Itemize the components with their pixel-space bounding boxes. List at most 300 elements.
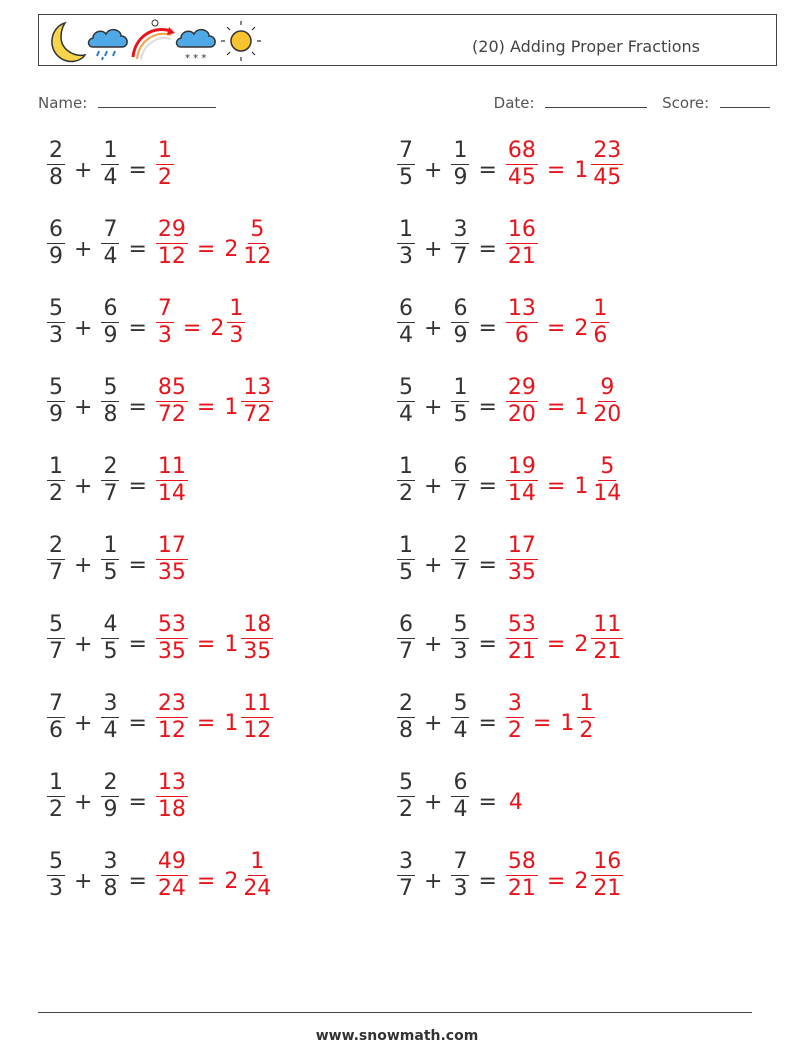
numerator: 1: [593, 296, 608, 321]
mixed-whole: 2: [210, 316, 225, 341]
numerator: 5: [49, 849, 63, 874]
score-label: Score:: [662, 94, 710, 112]
answer-fraction: [506, 535, 538, 584]
date-score-fields: [494, 93, 770, 112]
mixed-fraction: [591, 614, 623, 663]
numerator: 11: [593, 612, 622, 637]
crescent-moon-icon: [52, 23, 85, 61]
addend-fraction: [101, 140, 119, 189]
equals-sign: =: [128, 158, 147, 183]
mixed-whole: 2: [224, 237, 239, 262]
answer-fraction: [156, 772, 188, 821]
numerator: 19: [507, 454, 536, 479]
denominator: 12: [157, 718, 186, 743]
addend-fraction: [101, 298, 119, 347]
equals-sign: =: [196, 869, 216, 894]
plus-sign: +: [424, 474, 443, 499]
numerator: 1: [579, 691, 594, 716]
denominator: 3: [453, 876, 468, 901]
addend-fraction: [101, 377, 119, 426]
numerator: 1: [399, 217, 413, 242]
numerator: 2: [49, 138, 63, 163]
problem-row: [44, 614, 404, 693]
denominator: 12: [157, 244, 186, 269]
denominator: 7: [399, 876, 413, 901]
denominator: 2: [399, 481, 413, 506]
addend-fraction: [101, 535, 119, 584]
denominator: 4: [103, 718, 118, 743]
mixed-whole: 1: [574, 474, 589, 499]
addend-fraction: [451, 851, 469, 900]
problem-row: [394, 693, 754, 772]
denominator: 24: [157, 876, 186, 901]
numerator: 6: [103, 296, 118, 321]
mixed-fraction: [241, 219, 273, 268]
denominator: 2: [157, 165, 172, 190]
denominator: 4: [103, 165, 118, 190]
svg-text:* * *: * * *: [185, 53, 207, 64]
denominator: 35: [157, 639, 186, 664]
denominator: 4: [453, 797, 468, 822]
denominator: 3: [157, 323, 172, 348]
name-field[interactable]: [38, 93, 216, 112]
denominator: 7: [399, 639, 413, 664]
mixed-fraction: [591, 140, 623, 189]
numerator: 4: [103, 612, 118, 637]
addend-fraction: [101, 851, 119, 900]
denominator: 21: [507, 244, 536, 269]
numerator: 7: [453, 849, 468, 874]
numerator: 2: [103, 770, 118, 795]
addend-fraction: [451, 614, 469, 663]
mixed-whole: 2: [574, 869, 589, 894]
addend-fraction: [397, 140, 415, 189]
equals-sign: =: [196, 632, 216, 657]
problem-row: [44, 219, 404, 298]
numerator: 16: [507, 217, 536, 242]
numerator: 1: [229, 296, 244, 321]
equals-sign: =: [546, 632, 566, 657]
denominator: 6: [514, 323, 529, 348]
addend-fraction: [47, 456, 65, 505]
numerator: 7: [399, 138, 413, 163]
numerator: 17: [157, 533, 186, 558]
mixed-number: [221, 851, 276, 900]
plus-sign: +: [74, 316, 93, 341]
mixed-fraction: [577, 693, 595, 742]
denominator: 9: [49, 402, 63, 427]
denominator: 4: [453, 718, 468, 743]
addend-fraction: [47, 298, 65, 347]
numerator: 2: [399, 691, 413, 716]
answer-fraction: [156, 140, 174, 189]
equals-sign: =: [128, 553, 147, 578]
numerator: 3: [103, 849, 118, 874]
problem-row: [394, 456, 754, 535]
addend-fraction: [397, 298, 415, 347]
numerator: 23: [157, 691, 186, 716]
numerator: 1: [49, 454, 63, 479]
answer-fraction: [156, 456, 188, 505]
problem-row: [44, 851, 404, 930]
mixed-number: [571, 851, 626, 900]
mixed-number: [221, 693, 276, 742]
plus-sign: +: [424, 553, 443, 578]
addend-fraction: [397, 219, 415, 268]
numerator: 13: [243, 375, 272, 400]
addend-fraction: [47, 772, 65, 821]
mixed-fraction: [241, 693, 273, 742]
denominator: 14: [157, 481, 186, 506]
rain-cloud-icon: [89, 30, 128, 60]
denominator: 9: [103, 323, 118, 348]
equals-sign: =: [478, 158, 497, 183]
problem-row: [394, 298, 754, 377]
mixed-number: [221, 614, 276, 663]
denominator: 20: [593, 402, 622, 427]
answer-fraction: [156, 851, 188, 900]
equals-sign: =: [182, 316, 202, 341]
numerator: 5: [600, 454, 615, 479]
denominator: 21: [593, 639, 622, 664]
numerator: 29: [157, 217, 186, 242]
addend-fraction: [47, 535, 65, 584]
numerator: 53: [507, 612, 536, 637]
footer-url: www.snowmath.com: [315, 1028, 479, 1044]
problem-row: [44, 377, 404, 456]
equals-sign: =: [128, 237, 147, 262]
addend-fraction: [397, 851, 415, 900]
equals-sign: =: [478, 790, 497, 815]
denominator: 9: [453, 323, 468, 348]
equals-sign: =: [546, 395, 566, 420]
mixed-number: [207, 298, 248, 347]
mixed-whole: 2: [224, 869, 239, 894]
denominator: 5: [103, 560, 118, 585]
plus-sign: +: [74, 553, 93, 578]
denominator: 5: [399, 165, 413, 190]
mixed-whole: 2: [574, 632, 589, 657]
numerator: 5: [399, 375, 413, 400]
equals-sign: =: [478, 711, 497, 736]
problem-row: [44, 772, 404, 851]
equals-sign: =: [128, 316, 147, 341]
denominator: 8: [49, 165, 63, 190]
denominator: 14: [507, 481, 536, 506]
equals-sign: =: [546, 158, 566, 183]
date-line[interactable]: [545, 93, 647, 108]
date-label: Date:: [493, 94, 535, 112]
mixed-number: [221, 219, 276, 268]
addend-fraction: [451, 377, 469, 426]
denominator: 2: [507, 718, 522, 743]
denominator: 3: [229, 323, 244, 348]
denominator: 9: [103, 797, 118, 822]
denominator: 45: [593, 165, 622, 190]
numerator: 1: [250, 849, 265, 874]
denominator: 7: [49, 639, 63, 664]
equals-sign: =: [546, 316, 566, 341]
denominator: 12: [243, 718, 272, 743]
denominator: 3: [49, 876, 63, 901]
numerator: 5: [103, 375, 118, 400]
denominator: 7: [103, 481, 118, 506]
addend-fraction: [451, 693, 469, 742]
addend-fraction: [451, 298, 469, 347]
mixed-fraction: [591, 377, 623, 426]
numerator: 9: [600, 375, 615, 400]
equals-sign: =: [546, 474, 566, 499]
numerator: 13: [157, 770, 186, 795]
problem-row: [44, 140, 404, 219]
plus-sign: +: [424, 790, 443, 815]
numerator: 1: [399, 533, 413, 558]
equals-sign: =: [546, 869, 566, 894]
addend-fraction: [397, 535, 415, 584]
mixed-fraction: [227, 298, 245, 347]
mixed-fraction: [591, 851, 623, 900]
problem-column-left: [44, 140, 404, 930]
problem-row: [394, 535, 754, 614]
problem-row: [394, 851, 754, 930]
numerator: 6: [399, 612, 413, 637]
denominator: 7: [453, 560, 468, 585]
numerator: 5: [49, 296, 63, 321]
denominator: 2: [49, 481, 63, 506]
sun-icon: [221, 21, 261, 61]
denominator: 9: [453, 165, 468, 190]
plus-sign: +: [74, 237, 93, 262]
addend-fraction: [451, 140, 469, 189]
equals-sign: =: [128, 869, 147, 894]
equals-sign: =: [478, 395, 497, 420]
denominator: 3: [453, 639, 468, 664]
numerator: 11: [157, 454, 186, 479]
equals-sign: =: [478, 632, 497, 657]
equals-sign: =: [196, 711, 216, 736]
denominator: 2: [579, 718, 594, 743]
addend-fraction: [397, 772, 415, 821]
footer-divider: [38, 1012, 752, 1013]
numerator: 5: [399, 770, 413, 795]
worksheet-title: (20) Adding Proper Fractions: [472, 37, 700, 56]
name-line[interactable]: [98, 93, 216, 108]
numerator: 5: [453, 691, 468, 716]
plus-sign: +: [424, 632, 443, 657]
denominator: 9: [49, 244, 63, 269]
mixed-fraction: [241, 614, 273, 663]
numerator: 58: [507, 849, 536, 874]
numerator: 85: [157, 375, 186, 400]
addend-fraction: [397, 377, 415, 426]
problem-column-right: [394, 140, 754, 930]
denominator: 21: [507, 876, 536, 901]
answer-fraction: [506, 298, 538, 347]
problem-row: [394, 219, 754, 298]
numerator: 7: [103, 217, 118, 242]
numerator: 1: [49, 770, 63, 795]
plus-sign: +: [74, 474, 93, 499]
mixed-fraction: [591, 298, 609, 347]
denominator: 72: [157, 402, 186, 427]
mixed-whole: 1: [224, 632, 239, 657]
numerator: 23: [593, 138, 622, 163]
equals-sign: =: [478, 869, 497, 894]
mixed-fraction: [241, 377, 273, 426]
numerator: 6: [453, 770, 468, 795]
equals-sign: =: [128, 790, 147, 815]
plus-sign: +: [424, 237, 443, 262]
mixed-number: [571, 456, 626, 505]
numerator: 5: [49, 612, 63, 637]
mixed-whole: 1: [574, 158, 589, 183]
numerator: 49: [157, 849, 186, 874]
equals-sign: =: [478, 316, 497, 341]
equals-sign: =: [128, 395, 147, 420]
denominator: 21: [507, 639, 536, 664]
denominator: 21: [593, 876, 622, 901]
numerator: 1: [157, 138, 172, 163]
snow-cloud-icon: [177, 30, 216, 64]
equals-sign: =: [478, 553, 497, 578]
numerator: 18: [243, 612, 272, 637]
problem-row: [394, 772, 754, 851]
denominator: 7: [49, 560, 63, 585]
answer-whole: 4: [508, 790, 523, 815]
score-line[interactable]: [720, 93, 770, 108]
numerator: 5: [250, 217, 265, 242]
denominator: 72: [243, 402, 272, 427]
addend-fraction: [47, 614, 65, 663]
answer-fraction: [506, 456, 538, 505]
denominator: 2: [49, 797, 63, 822]
addend-fraction: [101, 693, 119, 742]
denominator: 7: [453, 244, 468, 269]
name-label: Name:: [38, 94, 88, 112]
denominator: 35: [507, 560, 536, 585]
denominator: 12: [243, 244, 272, 269]
answer-fraction: [156, 614, 188, 663]
equals-sign: =: [196, 395, 216, 420]
numerator: 1: [399, 454, 413, 479]
numerator: 3: [103, 691, 118, 716]
numerator: 11: [243, 691, 272, 716]
addend-fraction: [451, 219, 469, 268]
numerator: 1: [103, 533, 118, 558]
numerator: 6: [49, 217, 63, 242]
numerator: 3: [399, 849, 413, 874]
denominator: 4: [399, 402, 413, 427]
mixed-whole: 1: [574, 395, 589, 420]
weather-icons: [43, 17, 265, 65]
addend-fraction: [101, 219, 119, 268]
denominator: 8: [103, 876, 118, 901]
problem-row: [394, 614, 754, 693]
numerator: 53: [157, 612, 186, 637]
denominator: 24: [243, 876, 272, 901]
numerator: 13: [507, 296, 536, 321]
answer-fraction: [156, 219, 188, 268]
mixed-number: [221, 377, 276, 426]
numerator: 1: [103, 138, 118, 163]
equals-sign: =: [128, 474, 147, 499]
equals-sign: =: [128, 711, 147, 736]
plus-sign: +: [424, 869, 443, 894]
answer-fraction: [506, 377, 538, 426]
mixed-whole: 1: [560, 711, 575, 736]
mixed-number: [557, 693, 598, 742]
numerator: 7: [49, 691, 63, 716]
plus-sign: +: [424, 395, 443, 420]
numerator: 7: [157, 296, 172, 321]
problem-row: [394, 140, 754, 219]
numerator: 16: [593, 849, 622, 874]
addend-fraction: [101, 614, 119, 663]
equals-sign: =: [196, 237, 216, 262]
numerator: 68: [507, 138, 536, 163]
mixed-number: [571, 298, 612, 347]
equals-sign: =: [478, 474, 497, 499]
denominator: 5: [103, 639, 118, 664]
denominator: 18: [157, 797, 186, 822]
rainbow-icon: [133, 20, 175, 60]
numerator: 2: [453, 533, 468, 558]
numerator: 2: [49, 533, 63, 558]
denominator: 5: [399, 560, 413, 585]
mixed-whole: 1: [224, 711, 239, 736]
plus-sign: +: [424, 316, 443, 341]
problem-row: [394, 377, 754, 456]
plus-sign: +: [74, 632, 93, 657]
numerator: 29: [507, 375, 536, 400]
denominator: 14: [593, 481, 622, 506]
addend-fraction: [397, 614, 415, 663]
addend-fraction: [101, 456, 119, 505]
plus-sign: +: [424, 158, 443, 183]
numerator: 1: [453, 138, 468, 163]
denominator: 4: [399, 323, 413, 348]
plus-sign: +: [74, 158, 93, 183]
plus-sign: +: [74, 395, 93, 420]
mixed-fraction: [241, 851, 273, 900]
equals-sign: =: [128, 632, 147, 657]
denominator: 7: [453, 481, 468, 506]
answer-fraction: [506, 693, 524, 742]
denominator: 4: [103, 244, 118, 269]
equals-sign: =: [478, 237, 497, 262]
addend-fraction: [451, 456, 469, 505]
denominator: 35: [157, 560, 186, 585]
numerator: 3: [453, 217, 468, 242]
numerator: 1: [453, 375, 468, 400]
addend-fraction: [47, 377, 65, 426]
addend-fraction: [47, 693, 65, 742]
denominator: 6: [49, 718, 63, 743]
denominator: 3: [49, 323, 63, 348]
addend-fraction: [451, 772, 469, 821]
answer-fraction: [156, 377, 188, 426]
addend-fraction: [47, 140, 65, 189]
problem-row: [44, 456, 404, 535]
denominator: 35: [243, 639, 272, 664]
numerator: 17: [507, 533, 536, 558]
numerator: 6: [453, 454, 468, 479]
answer-fraction: [506, 140, 538, 189]
answer-fraction: [506, 614, 538, 663]
numerator: 5: [453, 612, 468, 637]
mixed-whole: 2: [574, 316, 589, 341]
numerator: 6: [453, 296, 468, 321]
